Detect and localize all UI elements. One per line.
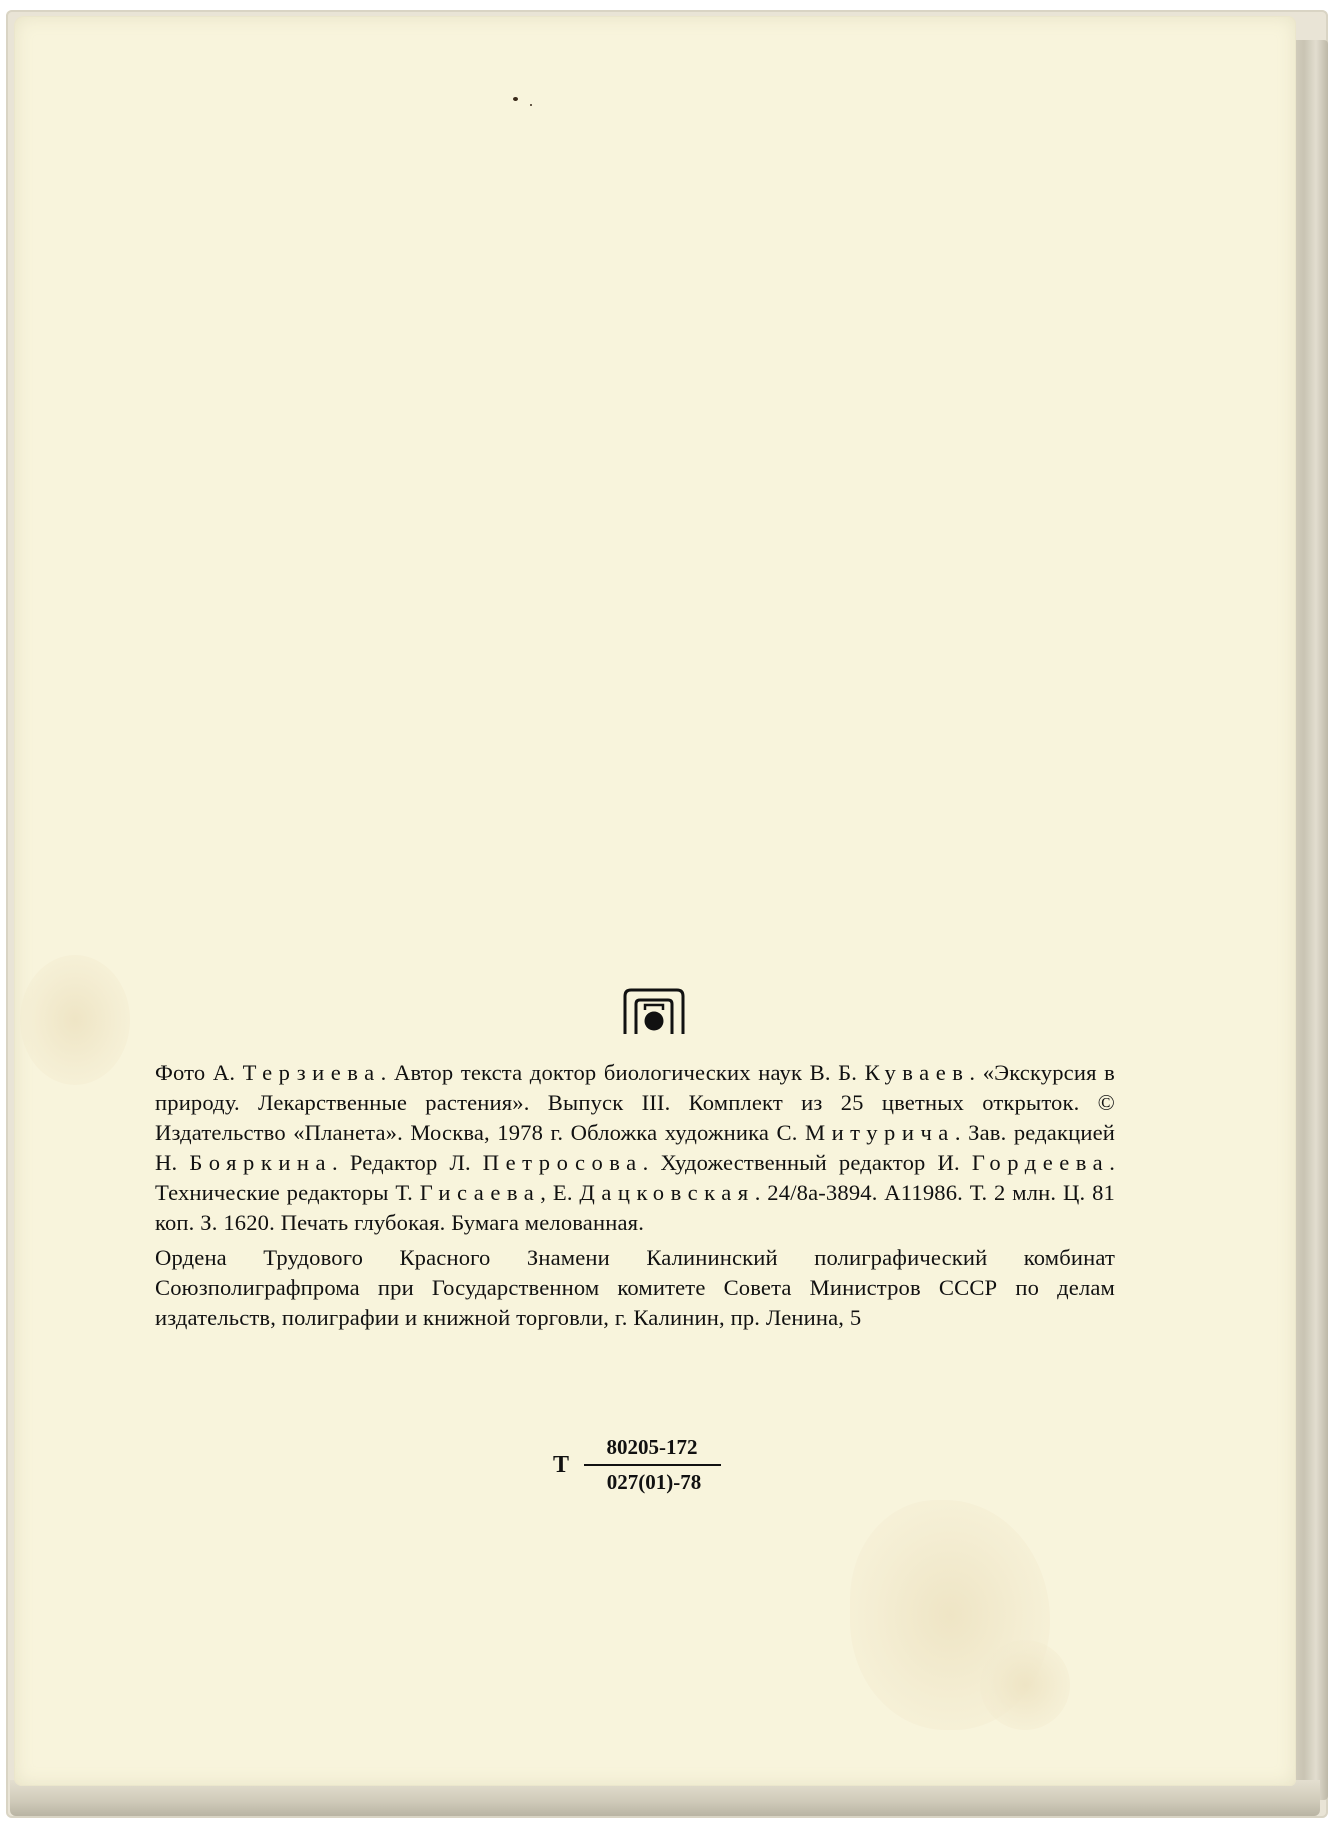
colophon-name: Бояркина <box>189 1150 333 1176</box>
colophon-segment: . Художественный редактор И. <box>642 1150 972 1176</box>
index-numerator: 80205-172 <box>606 1435 698 1459</box>
index-denominator: 027(01)-78 <box>606 1470 702 1494</box>
colophon-name: Терзиева <box>242 1060 381 1085</box>
colophon-name: Петросова <box>482 1150 643 1176</box>
colophon-segment: . Автор текста доктор биологических наук В. Б. <box>380 1060 865 1085</box>
index-letter: Т <box>553 1452 570 1478</box>
paper-speck <box>513 97 518 101</box>
colophon-segment: . Редактор Л. <box>332 1150 483 1176</box>
colophon-segment: . Зав. редакцией Н. <box>155 1120 1116 1176</box>
paper-speck <box>530 104 532 106</box>
colophon-name: Дацковская <box>579 1180 755 1206</box>
colophon-paragraph-printer: Ордена Трудового Красного Знамени Калининский полиграфический комбинат Союзполиграфпрома при Государственном комитете Совета Министров СССР по делам издательств, полиграфии и книжной торговли, г. Калинин, пр. Ленина, 5 <box>155 1244 1115 1330</box>
colophon-name: Куваев <box>864 1060 970 1085</box>
colophon-name: Гордеева <box>971 1150 1110 1176</box>
catalog-index-code <box>553 1435 733 1501</box>
colophon-segment: . 24/8а-3894. А11986. Т. 2 млн. Ц. 81 коп. З. 1620. Печать глубокая. Бумага мелованная. <box>155 1180 1115 1236</box>
colophon-name: Митурича <box>805 1120 955 1146</box>
colophon-segment: . Технические редакторы Т. <box>155 1150 1115 1206</box>
colophon-segment: . «Экскурсия в природу. Лекарственные растения». Выпуск III. Комплект из 25 цветных открыток. © Издательство «Планета». Москва, 1978 г. Обложка художника С. <box>155 1060 1115 1146</box>
cover-panel <box>14 16 1296 1786</box>
colophon-text <box>155 1058 1115 1333</box>
paper-stain <box>980 1640 1070 1730</box>
index-fraction-line <box>584 1464 721 1466</box>
colophon-paragraph-publication <box>155 1058 1115 1239</box>
publisher-emblem-icon <box>623 988 685 1036</box>
colophon-segment: Фото А. <box>155 1060 243 1085</box>
colophon-name: Гисаева <box>419 1180 541 1206</box>
colophon-segment: , Е. <box>540 1180 580 1206</box>
paper-stain <box>20 955 130 1085</box>
